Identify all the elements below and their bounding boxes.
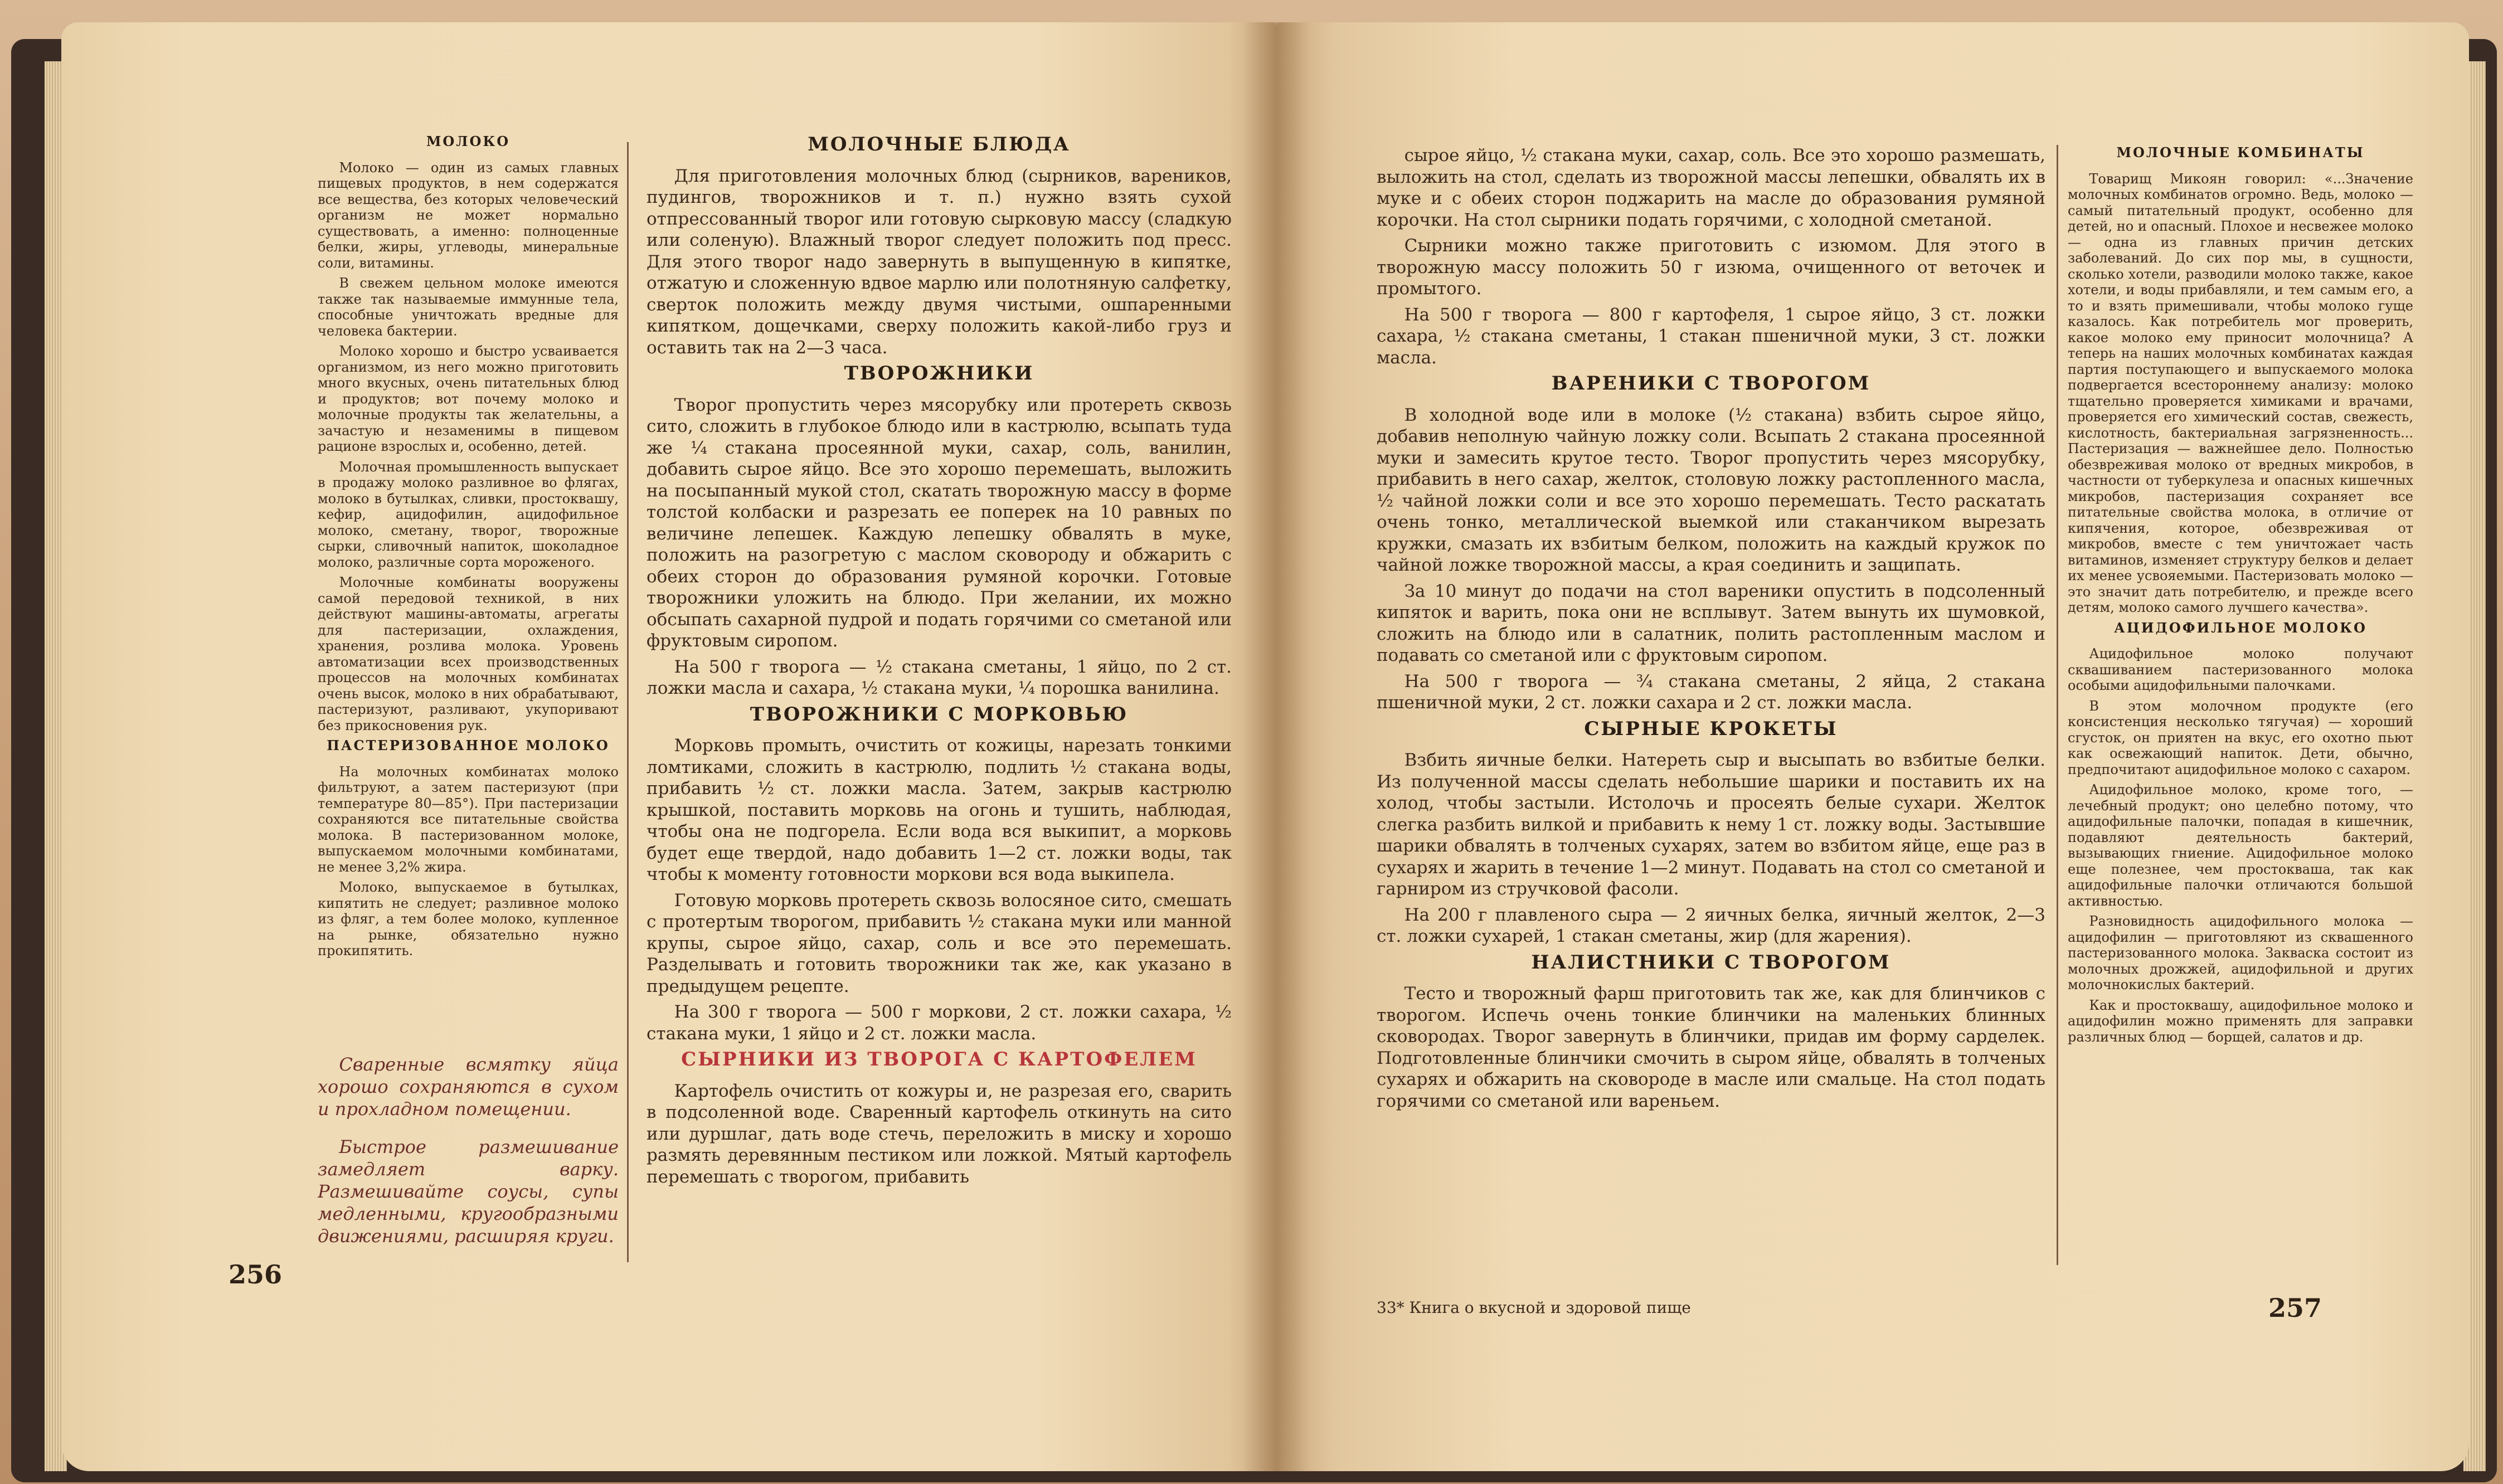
section-heading: ТВОРОЖНИКИ xyxy=(844,362,1034,385)
body-paragraph: В свежем цельном молоке имеются также так называемые иммунные тела, способные уничтожать вредные для человека бактерии. xyxy=(318,275,619,339)
body-paragraph: Как и простоквашу, ацидофильное молоко и ацидофилин можно применять для заправки различных блюд — борщей, салатов и др. xyxy=(2068,997,2413,1045)
italic-note: Сваренные всмятку яйца хорошо сохраняются в сухом и прохладном помещении. xyxy=(318,1054,619,1120)
body-paragraph: Товарищ Микоян говорил: «...Значение молочных комбинатов огромно. Ведь, молоко — самый питательный продукт, особенно для детей, но и опасный. Плохое и несвежее молоко — одна из главных причин детских заболеваний. До сих пор мы, в сущности, сколько хотели, разводили молоко также, какое хотели, и воды прибавляли, и тем самым его, а то и взять примешивали, чтобы молоко гуще казалось. Как потребитель мог проверить, какое молоко ему приносит молочница? А теперь на наших молочных комбинатах каждая партия поступающего и выпускаемого молока подвергается всестороннему анализу: молоко тщательно проверяется химиками и врачами, проверяется его химический состав, свежесть, кислотность, бактериальная загрязненность... Пастеризация — важнейшее дело. Полностью обезвреживая молоко от вредных микробов, в частности от туберкулеза и опасных кишечных микробов, пастеризация сохраняет все питательные свойства молока, в отличие от кипячения, которое, обезвреживая от микробов, вместе с тем уничтожает часть витаминов, изменяет структуру белков и делает их менее усвояемыми. Пастеризовать молоко — это значит дать потребителю, и прежде всего детям, молоко самого лучшего качества». xyxy=(2068,171,2413,615)
page-number-left: 256 xyxy=(229,1259,283,1290)
left-main-column xyxy=(647,134,1232,1279)
section-heading: МОЛОЧНЫЕ БЛЮДА xyxy=(808,134,1071,155)
section-heading: СЫРНИКИ ИЗ ТВОРОГА С КАРТОФЕЛЕМ xyxy=(681,1048,1197,1071)
body-paragraph: Молоко — один из самых главных пищевых продуктов, в нем содержатся все вещества, без которых человеческий организм не может нормально существовать, а именно: полноценные белки, жиры, углеводы, минеральные соли, витамины. xyxy=(318,159,619,271)
right-main-column xyxy=(1377,145,2045,1287)
body-paragraph: Готовую морковь протереть сквозь волосяное сито, смешать с протертым творогом, прибавить ½ стакана муки или манной крупы, сырое яйцо, сахар, соль и все это перемешать. Разделывать и готовить творожники так же, как указано в предыдущем рецепте. xyxy=(647,890,1232,996)
body-paragraph: Морковь промыть, очистить от кожицы, нарезать тонкими ломтиками, сложить в кастрюлю, подлить ½ стакана воды, прибавить ½ ст. ложки масла. Затем, закрыв кастрюлю крышкой, поставить морковь на огонь и тушить, наблюдая, чтобы она не подгорела. Если вода вся выкипит, а морковь будет еще твердой, надо добавить 1—2 ст. ложки воды, так чтобы к моменту готовности моркови вся вода выкипела. xyxy=(647,736,1232,884)
body-paragraph: В этом молочном продукте (его консистенция несколько тягучая) — хороший сгусток, он приятен на вкус, его охотно пьют как освежающий напиток. Дети, обычно, предпочитают ацидофильное молоко с сахаром. xyxy=(2068,698,2413,777)
body-paragraph: Молоко, выпускаемое в бутылках, кипятить не следует; разливное молоко из фляг, а тем более молоко, купленное на рынке, обязательно нужно прокипятить. xyxy=(318,879,619,958)
body-paragraph: Ацидофильное молоко, кроме того, — лечебный продукт; оно целебно потому, что ацидофильные палочки, попадая в кишечник, подавляют деятельность бактерий, вызывающих гниение. Ацидофильное молоко еще полезнее, чем простокваша, так как ацидофильные палочки отличаются большой активностью. xyxy=(2068,782,2413,909)
section-heading: АЦИДОФИЛЬНОЕ МОЛОКО xyxy=(2114,619,2367,636)
left-page xyxy=(61,22,1276,1471)
section-heading: МОЛОЧНЫЕ КОМБИНАТЫ xyxy=(2116,145,2365,160)
body-paragraph: На 500 г творога — 800 г картофеля, 1 сырое яйцо, 3 ст. ложки сахара, ½ стакана сметаны, 1 стакан пшеничной муки, 3 ст. ложки масла. xyxy=(1377,304,2045,368)
body-paragraph: На 300 г творога — 500 г моркови, 2 ст. ложки сахара, ½ стакана муки, 1 яйцо и 2 ст. ложки масла. xyxy=(647,1002,1232,1044)
section-heading: ВАРЕНИКИ С ТВОРОГОМ xyxy=(1551,372,1871,395)
body-paragraph: На 500 г творога — ½ стакана сметаны, 1 яйцо, по 2 ст. ложки масла и сахара, ½ стакана муки, ¼ порошка ванилина. xyxy=(647,656,1232,698)
section-heading: ТВОРОЖНИКИ С МОРКОВЬЮ xyxy=(750,703,1129,726)
right-page xyxy=(1276,22,2469,1471)
body-paragraph: Взбить яичные белки. Натереть сыр и высыпать во взбитые белки. Из полученной массы сделать небольшие шарики и поставить их на холод, чтобы застыли. Истолочь и просеять белые сухари. Желток слегка разбить вилкой и прибавить к нему 1 ст. ложку воды. Застывшие шарики обвалять в толченых сухарях, затем во взбитом яйце, еще раз в сухарях и жарить в течение 1—2 минут. Подавать на стол со сметаной и гарниром из стручковой фасоли. xyxy=(1377,750,2045,899)
book-spine-shadow xyxy=(1243,22,1310,1471)
body-paragraph: Молочная промышленность выпускает в продажу молоко разливное во флягах, молоко в бутылках, сливки, простоквашу, кефир, ацидофилин, ацидофильное молоко, сметану, творог, творожные сырки, сливочный напиток, шоколадное молоко, различные сорта мороженого. xyxy=(318,459,619,570)
body-paragraph: На молочных комбинатах молоко фильтруют, а затем пастеризуют (при температуре 80—85°). При пастеризации сохраняются все питательные свойства молока. В пастеризованном молоке, выпускаемом молочными комбинатами, не менее 3,2% жира. xyxy=(318,763,619,875)
section-heading: ПАСТЕРИЗОВАННОЕ МОЛОКО xyxy=(327,737,610,753)
italic-note: Быстрое размешивание замедляет варку. Размешивайте соусы, супы медленными, кругообразными движениями, расширяя круги. xyxy=(318,1136,619,1247)
left-sidebar-notes xyxy=(318,1053,619,1321)
body-paragraph: Для приготовления молочных блюд (сырников, вареников, пудингов, творожников и т. п.) нужно взять сухой отпрессованный творог или готовую сырковую массу (сладкую или соленую). Влажный творог следует положить под пресс. Для этого творог надо завернуть в выпущенную в кипятке, отжатую и сложенную вдвое марлю или полотняную салфетку, сверток положить между двумя чистыми, ошпаренными кипятком, дощечками, сверху положить какой-либо груз и оставить так на 2—3 часа. xyxy=(647,166,1232,358)
right-column-rule xyxy=(2057,145,2058,1265)
body-paragraph: Творог пропустить через мясорубку или протереть сквозь сито, сложить в глубокое блюдо или в кастрюлю, всыпать туда же ¼ стакана просеянной муки, сахар, соль, ванилин, добавить сырое яйцо. Все это хорошо перемешать, выложить на посыпанный мукой стол, скатать творожную массу в форме толстой колбаски и разрезать ее поперек на 10 равных по величине лепешек. Каждую лепешку обвалять в муке, положить на разогретую с маслом сковороду и обжарить с обеих сторон до образования румяной корочки. Готовые творожники уложить на блюдо. При желании, их можно обсыпать сахарной пудрой и подать горячими со сметаной или фруктовым сиропом. xyxy=(647,395,1232,651)
body-paragraph: Сырники можно также приготовить с изюмом. Для этого в творожную массу положить 50 г изюма, очищенного от веточек и промытого. xyxy=(1377,236,2045,299)
section-heading: СЫРНЫЕ КРОКЕТЫ xyxy=(1584,717,1838,740)
body-paragraph: На 500 г творога — ¾ стакана сметаны, 2 яйца, 2 стакана пшеничной муки, 2 ст. ложки сахара и 2 ст. ложки масла. xyxy=(1377,671,2045,713)
body-paragraph: Картофель очистить от кожуры и, не разрезая его, сварить в подсоленной воде. Сваренный картофель откинуть на сито или дуршлаг, дать воде стечь, переложить в миску и хорошо размять деревянным пестиком или ложкой. Мятый картофель перемешать с творогом, прибавить xyxy=(647,1081,1232,1187)
section-heading: МОЛОКО xyxy=(426,134,511,149)
body-paragraph: Тесто и творожный фарш приготовить так же, как для блинчиков с творогом. Испечь очень тонкие блинчики на маленьких блинных сковородах. Творог завернуть в блинчики, придав им форму сарделек. Подготовленные блинчики смочить в сыром яйце, обвалять в толченых сухарях и обжарить на сковороде в масле или смальце. На стол подать горячими со сметаной или вареньем. xyxy=(1377,984,2045,1111)
body-paragraph: Ацидофильное молоко получают сквашиванием пастеризованного молока особыми ацидофильными палочками. xyxy=(2068,646,2413,693)
body-paragraph: Молочные комбинаты вооружены самой передовой техникой, в них действуют машины-автоматы, агрегаты для пастеризации, охлаждения, хранения, розлива молока. Уровень автоматизации всех производственных процессов на молочных комбинатах очень высок, молоко в них обрабатывают, пастеризуют, разливают, укупоривают без прикосновения рук. xyxy=(318,575,619,733)
body-paragraph: В холодной воде или в молоке (½ стакана) взбить сырое яйцо, добавив неполную чайную ложку соли. Всыпать 2 стакана просеянной муки и замесить крутое тесто. Творог пропустить через мясорубку, прибавить в него сахар, желток, столовую ложку растопленного масла, ½ чайной ложки соли и все это хорошо перемешать. Тесто раскатать очень тонко, металлической выемкой или стаканчиком вырезать кружки, смазать их взбитым белком, положить на каждый кружок по чайной ложке творожной массы, а края соединить и защипать. xyxy=(1377,405,2045,575)
page-number-right: 257 xyxy=(2268,1293,2322,1323)
body-paragraph: Молоко хорошо и быстро усваивается организмом, из него можно приготовить много вкусных, очень питательных блюд и продуктов; вот почему молоко и молочные продукты так желательны, а зачастую и незаменимы в пищевом рационе взрослых и, особенно, детей. xyxy=(318,343,619,454)
page-footer: 33* Книга о вкусной и здоровой пище xyxy=(1377,1298,1691,1317)
body-paragraph: Разновидность ацидофильного молока — ацидофилин — приготовляют из сквашенного пастеризованного молока. Закваска состоит из молочных дрожжей, ацидофильной и других молочнокислых бактерий. xyxy=(2068,913,2413,992)
body-paragraph: На 200 г плавленого сыра — 2 яичных белка, яичный желток, 2—3 ст. ложки сухарей, 1 стакан сметаны, жир (для жарения). xyxy=(1377,904,2045,946)
left-column-rule xyxy=(627,142,629,1262)
left-sidebar-column xyxy=(318,134,619,1081)
section-heading: НАЛИСТНИКИ С ТВОРОГОМ xyxy=(1531,951,1891,974)
body-paragraph: За 10 минут до подачи на стол вареники опустить в подсоленный кипяток и варить, пока они не всплывут. Затем вынуть их шумовкой, сложить на блюдо или в салатник, полить растопленным маслом и подавать со сметаной или с фруктовым сиропом. xyxy=(1377,581,2045,665)
body-paragraph: сырое яйцо, ½ стакана муки, сахар, соль. Все это хорошо размешать, выложить на стол, сделать из творожной массы лепешки, обвалять их в муке и с обеих сторон поджарить на масле до образования румяной корочки. На стол сырники подать горячими, с холодной сметаной. xyxy=(1377,145,2045,230)
right-sidebar-column xyxy=(2068,145,2413,1287)
